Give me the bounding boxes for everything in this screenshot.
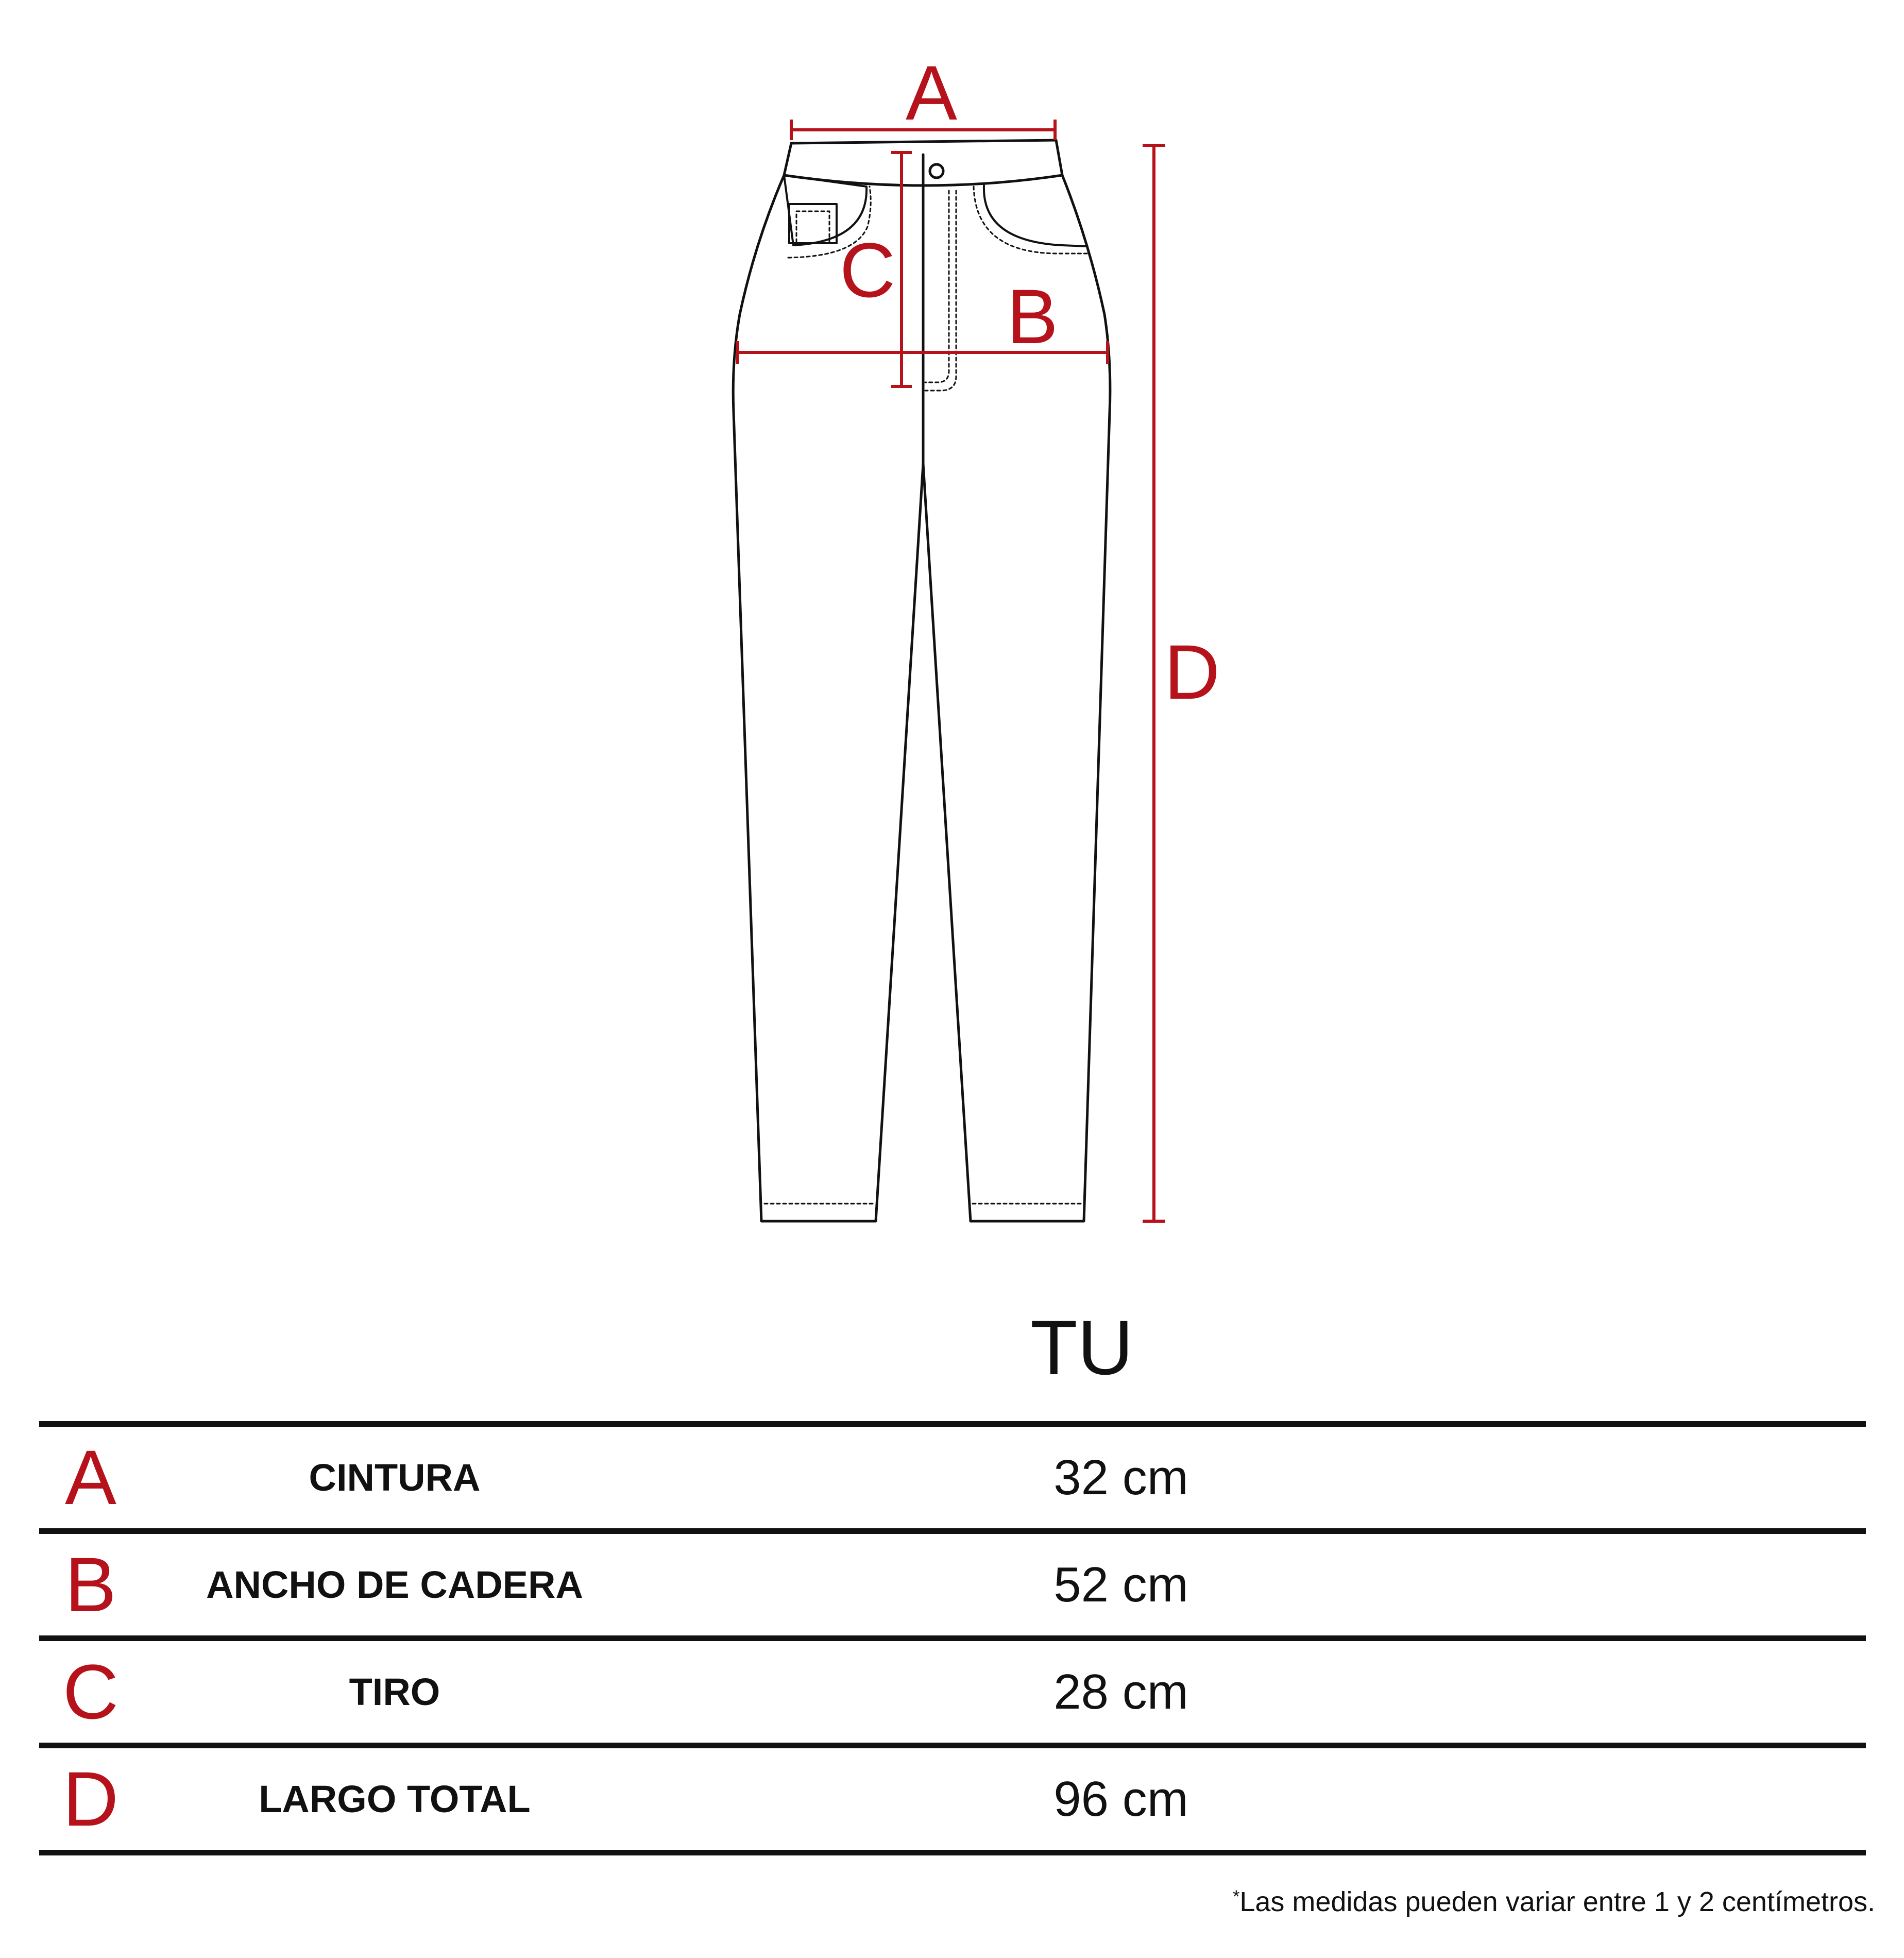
table-divider xyxy=(39,1850,1866,1855)
row-letter: A xyxy=(64,1434,117,1521)
measure-line-d xyxy=(1143,145,1165,1221)
label-b: B xyxy=(1006,273,1059,360)
row-letter: C xyxy=(62,1648,119,1735)
size-table xyxy=(39,1421,1866,1855)
row-value: 28 cm xyxy=(1053,1664,1188,1719)
table-divider xyxy=(39,1528,1866,1534)
row-label: TIRO xyxy=(349,1670,440,1713)
row-label: LARGO TOTAL xyxy=(259,1778,531,1820)
label-c: C xyxy=(839,227,896,313)
row-value: 96 cm xyxy=(1053,1771,1188,1827)
table-row xyxy=(39,1427,1866,1528)
disclaimer-footnote xyxy=(1233,1886,1875,1918)
label-d: D xyxy=(1164,629,1220,715)
row-value: 32 cm xyxy=(1053,1450,1188,1505)
table-row xyxy=(39,1641,1866,1743)
row-letter: D xyxy=(62,1756,119,1842)
table-divider xyxy=(39,1421,1866,1427)
label-a: A xyxy=(905,49,958,136)
footnote-mark: * xyxy=(1233,1887,1240,1906)
size-column-header: TU xyxy=(1030,1304,1133,1391)
row-label: ANCHO DE CADERA xyxy=(206,1563,583,1606)
table-divider xyxy=(39,1743,1866,1748)
row-letter: B xyxy=(64,1541,117,1628)
footnote-text: Las medidas pueden variar entre 1 y 2 centímetros. xyxy=(1239,1886,1875,1917)
table-row xyxy=(39,1748,1866,1850)
table-divider xyxy=(39,1635,1866,1641)
row-value: 52 cm xyxy=(1053,1557,1188,1612)
row-label: CINTURA xyxy=(309,1456,481,1499)
table-row xyxy=(39,1534,1866,1635)
